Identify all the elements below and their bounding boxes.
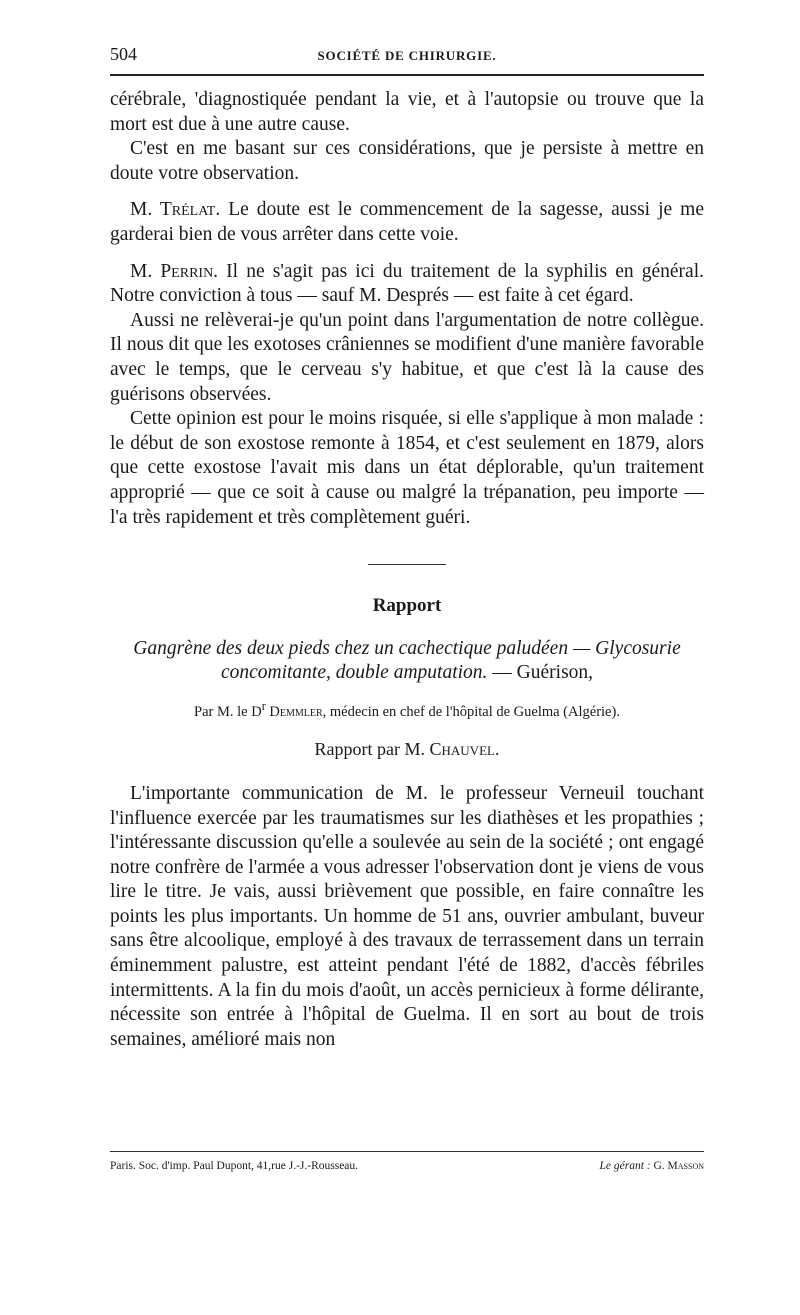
- section-title: Rapport: [372, 595, 442, 617]
- footer-rule: [110, 1151, 704, 1152]
- paragraph-5: Aussi ne relèverai-je qu'un point dans l'argumentation de notre collègue. Il nous dit que les exotoses crâniennes se modifient d'une manière favorable avec le temps, que le cerveau s'y habitue, et que c'est là la cause des guérisons observées.: [110, 309, 704, 405]
- page-number: 504: [110, 44, 137, 64]
- section-separator: [368, 564, 446, 565]
- page-footer: [110, 1160, 704, 1172]
- paragraph-6: Cette opinion est pour le moins risquée, si elle s'applique à mon malade : le début de son exostose remonte à 1854, et c'est seulement en 1879, alors que cette exostose l'avait mis dans un état déplorable, qu'un traitement approprié — que ce soit à cause ou malgré la trépanation, peu importe — l'a très rapidement et très complètement guéri.: [110, 408, 704, 528]
- perrin-text: Il ne s'agit pas ici du traitement de la syphilis en général. Notre conviction à tous — sauf M. Després — est faite à cet égard.: [110, 260, 704, 307]
- rapporteur-name: Chauvel.: [429, 738, 500, 759]
- speaker-perrin: M. Perrin.: [130, 260, 219, 282]
- report-title-italic: Gangrène des deux pieds chez un cachectique paludéen — Glycosurie concomitante, double amputation.: [133, 638, 681, 684]
- paragraph-perrin: [110, 260, 704, 309]
- publisher-manager: Le gérant : G. Masson: [599, 1160, 704, 1172]
- report-paragraph: L'importante communication de M. le professeur Verneuil touchant l'influence exercée par les traumatismes sur les diathèses et les propathies ; l'intéressante discussion qu'elle a soulevée au sein de la société ; ont engagé notre confrère de l'armée a vous adresser l'observation dont je viens de vous lire le titre. Je vais, aussi brièvement que possible, en faire connaître les points les plus importants. Un homme de 51 ans, ouvrier ambulant, buveur sans être alcoolique, employé à des travaux de terrassement dans un terrain éminemment palustre, est atteint pendant l'été de 1882, d'accès fébriles intermittents. A la fin du mois d'août, un accès pernicieux à forme délirante, nécessite son entrée à l'hôpital de Guelma. Il en sort au bout de trois semaines, amélioré mais non: [110, 782, 704, 1050]
- paragraph-1: cérébrale, 'diagnostiquée pendant la vie, et à l'autopsie ou trouve que la mort est due à une autre cause.: [110, 89, 704, 135]
- running-title: SOCIÉTÉ DE CHIRURGIE.: [317, 48, 497, 63]
- report-byline: Par M. le $D^r$ Demmler, médecin en chef de l'hôpital de Guelma (Algérie).: [194, 699, 620, 720]
- report-title: [110, 637, 704, 685]
- trelat-text: Le doute est le commencement de la sagesse, aussi je me garderai bien de vous arrêter dans cette voie.: [110, 199, 704, 245]
- rapporteur-line: Rapport par M. Chauvel.: [314, 738, 500, 759]
- report-body: [110, 782, 704, 1053]
- printer-imprint: Paris. Soc. d'imp. Paul Dupont, 41,rue J.-J.-Rousseau.: [110, 1160, 359, 1172]
- speaker-trelat: M. Trélat.: [130, 199, 221, 221]
- paragraph-2: C'est en me basant sur ces considérations, que je persiste à mettre en doute votre observation.: [110, 138, 704, 184]
- header-rule: [110, 74, 704, 76]
- page-header: [110, 44, 704, 70]
- paragraph-trelat: [110, 198, 704, 247]
- discussion-text: [110, 88, 704, 530]
- page: [110, 44, 704, 1052]
- report-title-outcome: — Guérison,: [487, 662, 594, 684]
- author-name: Demmler: [265, 703, 323, 720]
